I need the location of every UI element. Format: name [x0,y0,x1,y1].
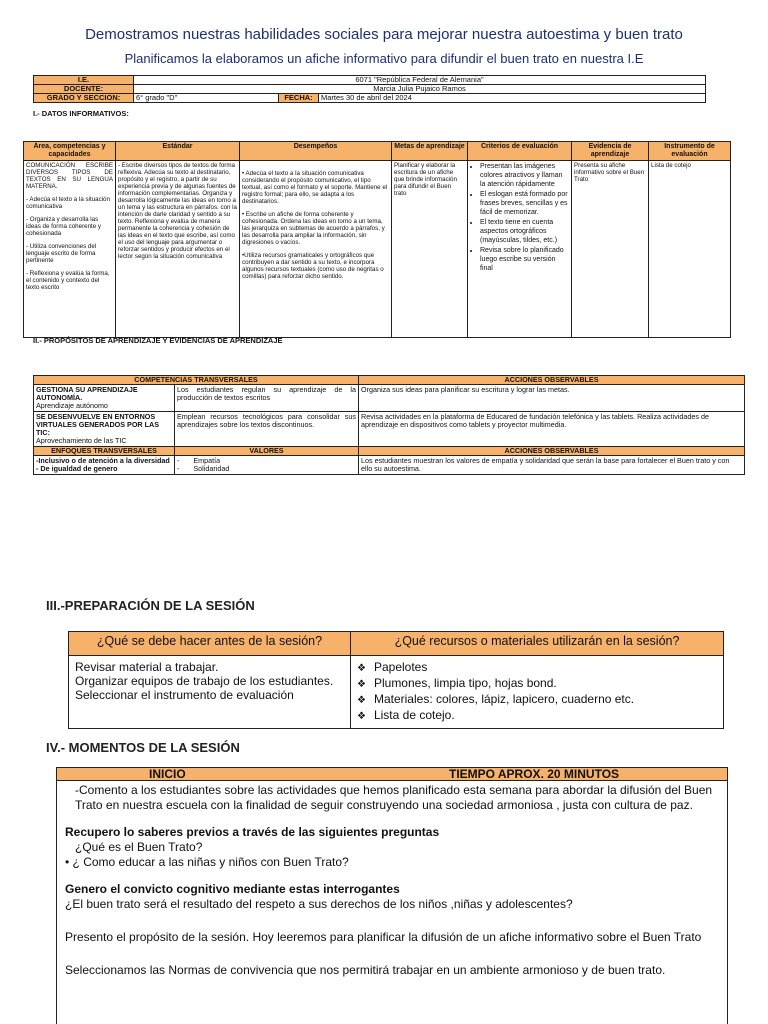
momentos-box [56,767,728,1024]
tiempo-label: TIEMPO APROX. 20 MINUTOS [449,767,620,781]
antes-sesion-cell [69,656,351,729]
valores-cell [175,456,359,475]
momento-heading: Genero el convicto cognitivo mediante estas interrogantes [65,882,400,896]
grado-value: 6° grado "D" [134,94,279,103]
estandar-cell: - Escribe diversos tipos de textos de forma reflexiva. Adecúa su texto al destinatario, propósito y el registro, a partir de su experiencia previa y de algunas fuentes de información complementarias. Organiza y desarrolla lógicamente las ideas en torno a un tema y las estructura en párrafos. con la intención de darle claridad y sentido a su texto. Reflexiona y evalúa de manera permanente la coherencia y cohesión de las ideas en el texto que escribe, así como el uso del lenguaje para argumentar o reforzar sentidos y producir efectos en el lector según la situación comunicativa [116,161,240,338]
info-table [33,75,706,103]
momento-paragraph: Seleccionamos las Normas de convivencia que nos permitirá trabajar en un ambiente armonioso y de buen trato. [65,963,666,977]
section-momentos: IV.- MOMENTOS DE LA SESIÓN [46,740,240,755]
momento-question: ¿El buen trato será el resultado del respeto a sus derechos de los niños ,niñas y adolescentes? [65,897,573,911]
area-line: - Organiza y desarrolla las ideas de forma coherente y cohesionada [26,216,101,237]
recurso-item: ❖ Materiales: colores, lápiz, lapicero, cuaderno etc. [357,692,717,708]
desempeno-item: •Utiliza recursos gramaticales y ortográficos que contribuyen a dar sentido a su texto, e incorpora algunos recursos textuales (como uso de negritas o comillas) para reforzar dicho sentido. [242,252,384,280]
enfoques-cell [34,456,175,475]
valor-item: - Solidaridad [177,464,230,473]
page-subtitle: Planificamos la elaboramos un afiche informativo para difundir el buen trato en nuestra I.E [124,51,644,66]
metas-cell: Planificar y elaborar la escritura de un afiche que brinde información para difundir el Buen trato [392,161,468,338]
momentos-body [57,781,727,980]
acciones-enfoques-cell: Los estudiantes muestran los valores de empatía y solidaridad que serán la base para fortalecer el Buen trato y con ello su autoestima. [359,456,745,475]
recurso-item: ❖ Papelotes [357,660,717,676]
col-desempenos-header: Desempeños [240,142,392,161]
criterio-item: • El texto tiene en cuenta aspectos ortográficos (mayúsculas, tildes, etc.) [480,218,569,245]
col-area-header: Área, competencias y capacidades [24,142,116,161]
transversal-competency [34,385,175,412]
col-evidencia-header: Evidencia de aprendizaje [572,142,649,161]
col-estandar-header: Estándar [116,142,240,161]
criterio-item: • El eslogan está formado por frases breves, sencillas y es fácil de memorizar. [480,190,569,217]
area-cell [24,161,116,338]
antes-sesion-header: ¿Qué se debe hacer antes de la sesión? [69,632,351,656]
area-line: COMUNICACIÓN ESCRIBE DIVERSOS TIPOS DE TEXTOS EN SU LENGUA MATERNA. [26,162,113,190]
transversal-sub: Aprovechamiento de las TIC [36,436,127,445]
antes-item: Organizar equipos de trabajo de los estudiantes. [75,674,334,688]
area-line: - Adecúa el texto a la situación comunicativa [26,196,110,210]
momento-paragraph: -Comento a los estudiantes sobre las actividades que hemos planificado esta semana para abordar la difusión del Buen Trato en nuestra escuela con la finalidad de seguir construyendo una sociedad armoniosa , justa con cultura de paz. [75,783,713,812]
fecha-label: FECHA: [279,94,319,103]
docente-value: Marcia Julia Pujaico Ramos [134,85,706,94]
section-preparacion: III.-PREPARACIÓN DE LA SESIÓN [46,598,255,613]
enfoques-header: ENFOQUES TRANSVERSALES [34,447,175,456]
desempenos-cell [240,161,392,338]
competencias-transversales-header: COMPETENCIAS TRANSVERSALES [34,376,359,385]
transversales-table [33,375,745,475]
docente-label: DOCENTE: [34,85,134,94]
transversal-desc: Los estudiantes regulan su aprendizaje de la producción de textos escritos [175,385,359,412]
momento-heading: Recupero lo saberes previos a través de las siguientes preguntas [65,825,440,839]
recursos-cell [351,656,724,729]
antes-item: Seleccionar el instrumento de evaluación [75,688,294,702]
transversal-sub: Aprendizaje autónomo [36,401,108,410]
acciones-observables-header: ACCIONES OBSERVABLES [359,376,745,385]
criterios-cell [468,161,572,338]
area-line: - Utiliza convenciones del lenguaje escrito de forma pertinente [26,243,97,264]
recurso-item: ❖ Plumones, limpia tipo, hojas bond. [357,676,717,692]
enfoque-item: -Inclusivo o de atención a la diversidad [36,456,170,465]
desempeno-item: • Escribe un afiche de forma coherente y cohesionada. Ordena las ideas en torno a un tema, las jerarquiza en subtemas de acuerdo a párrafos, y las desarrolla para ampliar la información, sin digresiones o vacíos. [242,211,385,246]
instrumento-cell: Lista de cotejo [649,161,731,338]
col-instrumento-header: Instrumento de evaluación [649,142,731,161]
momento-question: ¿Qué es el Buen Trato? [75,840,203,854]
valor-text: Solidaridad [193,464,230,473]
transversal-desc: Emplean recursos tecnológicos para consolidar sus aprendizajes sobre los textos discontinuos. [175,412,359,447]
momento-question: • ¿ Como educar a las niñas y niños con Buen Trato? [65,855,349,869]
valores-header: VALORES [175,447,359,456]
inicio-label: INICIO [149,767,186,781]
valor-item: - Empatía [177,456,221,465]
enfoque-item: - De igualdad de genero [36,464,118,473]
preparacion-table [68,631,724,729]
recursos-header: ¿Qué recursos o materiales utilizarán en la sesión? [351,632,724,656]
transversal-competency [34,412,175,447]
area-line: - Reflexiona y evalúa la forma, el contenido y contexto del texto escrito [26,270,110,291]
transversal-title: SE DESENVUELVE EN ENTORNOS VIRTUALES GENERADOS POR LAS TIC: [36,412,159,437]
acciones-observables-header-2: ACCIONES OBSERVABLES [359,447,745,456]
desempeno-item: • Adecúa el texto a la situación comunicativa considerando el propósito comunicativo, el tipo textual, así como el formato y el soporte. Mantiene el registro formal; para ello, se adapta a los destinatarios. [242,170,388,205]
page-title: Demostramos nuestras habilidades sociales para mejorar nuestra autoestima y buen trato [85,26,683,43]
criterio-item: • Revisa sobre lo planificado luego escribe su versión final [480,246,569,273]
antes-item: Revisar material a trabajar. [75,660,219,674]
momentos-header [57,768,727,781]
competencias-table [23,141,731,338]
momento-paragraph: Presento el propósito de la sesión. Hoy leeremos para planificar la difusión de un afiche informativo sobre el Buen Trato [65,930,702,944]
valor-text: Empatía [193,456,221,465]
recurso-item: ❖ Lista de cotejo. [357,708,717,724]
criterio-item: • Presentan las imágenes colores atractivos y llaman la atención rápidamente [480,162,569,189]
grado-label: GRADO Y SECCION: [34,94,134,103]
col-metas-header: Metas de aprendizaje [392,142,468,161]
section-propositos: II.- PROPÓSITOS DE APRENDIZAJE Y EVIDENCIAS DE APRENDIZAJE [33,336,283,345]
evidencia-cell: Presenta su afiche informativo sobre el Buen Trato [572,161,649,338]
ie-value: 6071 "República Federal de Alemania" [134,76,706,85]
fecha-value: Martes 30 de abril del 2024 [319,94,706,103]
transversal-title: GESTIONA SU APRENDIZAJE AUTONOMÍA. [36,385,138,402]
ie-label: I.E. [34,76,134,85]
transversal-accion: Revisa actividades en la plataforma de Educared de fundación telefónica y las tablets. Realiza actividades de aprendizaje en dispositivos como tablets y proyector multimedia. [359,412,745,447]
transversal-accion: Organiza sus ideas para planificar su escritura y lograr las metas. [359,385,745,412]
section-datos-informativos: I.- DATOS INFORMATIVOS: [33,109,129,118]
col-criterios-header: Criterios de evaluación [468,142,572,161]
